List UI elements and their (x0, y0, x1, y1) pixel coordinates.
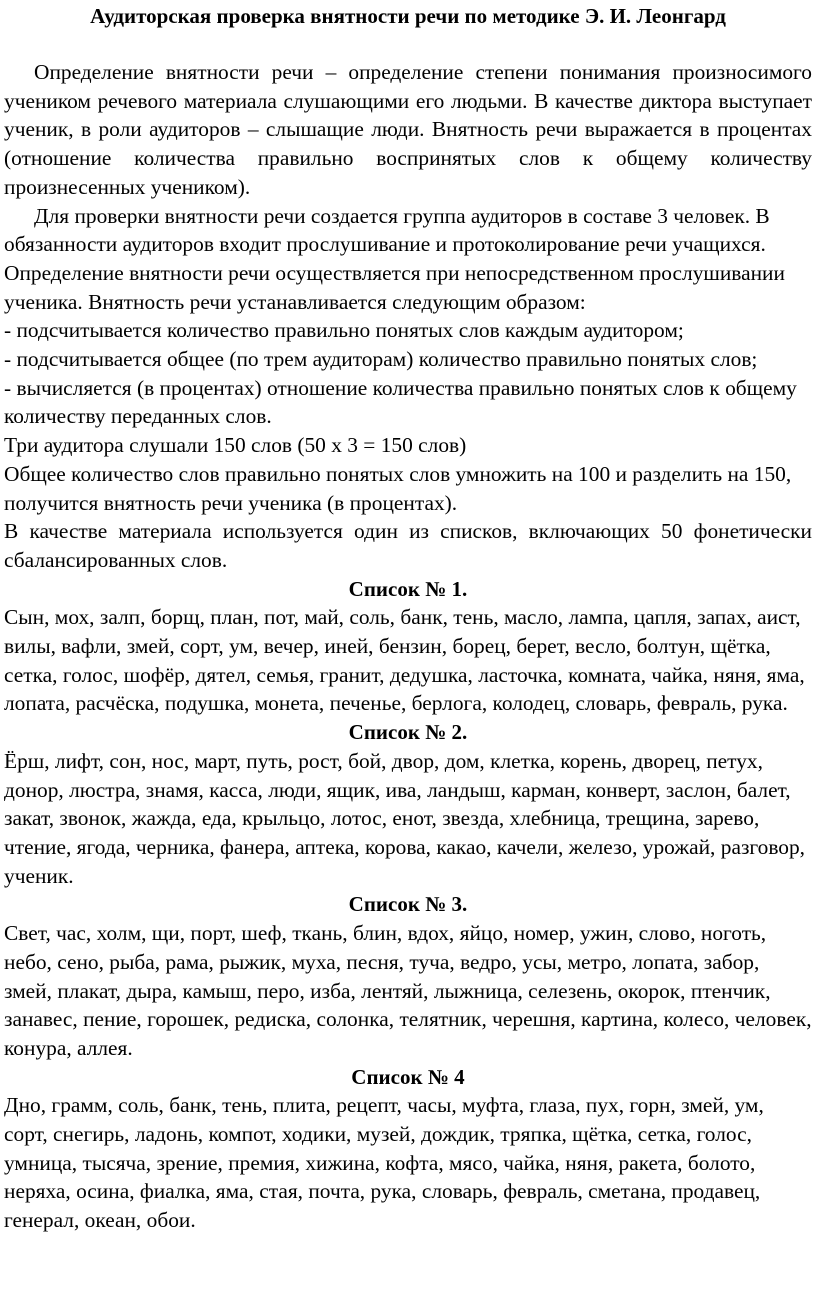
document-title: Аудиторская проверка внятности речи по методике Э. И. Леонгард (90, 4, 726, 28)
bullet-item: - подсчитывается общее (по трем аудиторам) количество правильно понятых слов; (4, 347, 758, 372)
list-3-words: Свет, час, холм, щи, порт, шеф, ткань, блин, вдох, яйцо, номер, ужин, слово, ноготь, небо, сено, рыба, рама, рыжик, муха, песня, туча, ведро, усы, метро, лопата, забор, змей, плакат, дыра, камыш, перо, изба, лентяй, лыжница, селезень, окорок, птенчик, занавес, пение, горошек, редиска, солонка, телятник, черешня, картина, колесо, человек, конура, аллея. (4, 921, 812, 1060)
list-1-heading: Список № 1. (348, 576, 468, 601)
list-4-heading: Список № 4 (351, 1064, 465, 1089)
bullet-item: - вычисляется (в процентах) отношение количества правильно понятых слов к общему количеству переданных слов. (4, 375, 797, 429)
list-2-heading: Список № 2. (348, 720, 468, 745)
list-2-words: Ёрш, лифт, сон, нос, март, путь, рост, бой, двор, дом, клетка, корень, дворец, петух, донор, люстра, знамя, касса, люди, ящик, ива, ландыш, карман, конверт, заслон, балет, закат, звонок, жажда, еда, крыльцо, лотос, енот, звезда, хлебница, трещина, зарево, чтение, ягода, черника, фанера, аптека, корова, какао, качели, железо, урожай, разговор, ученик. (4, 748, 806, 888)
paragraph-formula: Общее количество слов правильно понятых слов умножить на 100 и разделить на 150, получится внятность речи ученика (в процентах). (4, 461, 792, 515)
title-spacer (4, 30, 812, 58)
list-1-words: Сын, мох, залп, борщ, план, пот, май, соль, банк, тень, масло, лампа, цапля, запах, аист, вилы, вафли, змей, сорт, ум, вечер, иней, бензин, борец, берет, весло, болтун, щётка, сетка, голос, шофёр, дятел, семья, гранит, дедушка, ласточка, комната, чайка, няня, яма, лопата, расчёска, подушка, монета, печенье, берлога, колодец, словарь, февраль, рука. (4, 605, 805, 716)
paragraph-example: Три аудитора слушали 150 слов (50 х 3 = 150 слов) (4, 433, 467, 458)
paragraph-procedure: Для проверки внятности речи создается группа аудиторов в составе 3 человек. В обязанности аудиторов входит прослушивание и протоколирование речи учащихся. Определение внятности речи осуществляется при непосредственном прослушивании ученика. Внятность речи устанавливается следующим образом: (4, 203, 785, 314)
paragraph-definition: Определение внятности речи – определение степени понимания произносимого учеником речевого материала слушающими его людьми. В качестве диктора выступает ученик, в роли аудиторов – слышащие люди. Внятность речи выражается в процентах (отношение количества правильно воспринятых слов к общему количеству произнесенных учеником). (4, 60, 812, 199)
list-3-heading: Список № 3. (348, 892, 468, 917)
list-4-words: Дно, грамм, соль, банк, тень, плита, рецепт, часы, муфта, глаза, пух, горн, змей, ум, сорт, снегирь, ладонь, компот, ходики, музей, дождик, тряпка, щётка, сетка, голос, умница, тысяча, зрение, премия, хижина, кофта, мясо, чайка, няня, ракета, болото, неряха, осина, фиалка, яма, стая, почта, рука, словарь, февраль, сметана, продавец, генерал, океан, обои. (4, 1093, 764, 1233)
bullet-item: - подсчитывается количество правильно понятых слов каждым аудитором; (4, 318, 684, 343)
paragraph-material: В качестве материала используется один из списков, включающих 50 фонетически сбалансированных слов. (4, 519, 812, 572)
